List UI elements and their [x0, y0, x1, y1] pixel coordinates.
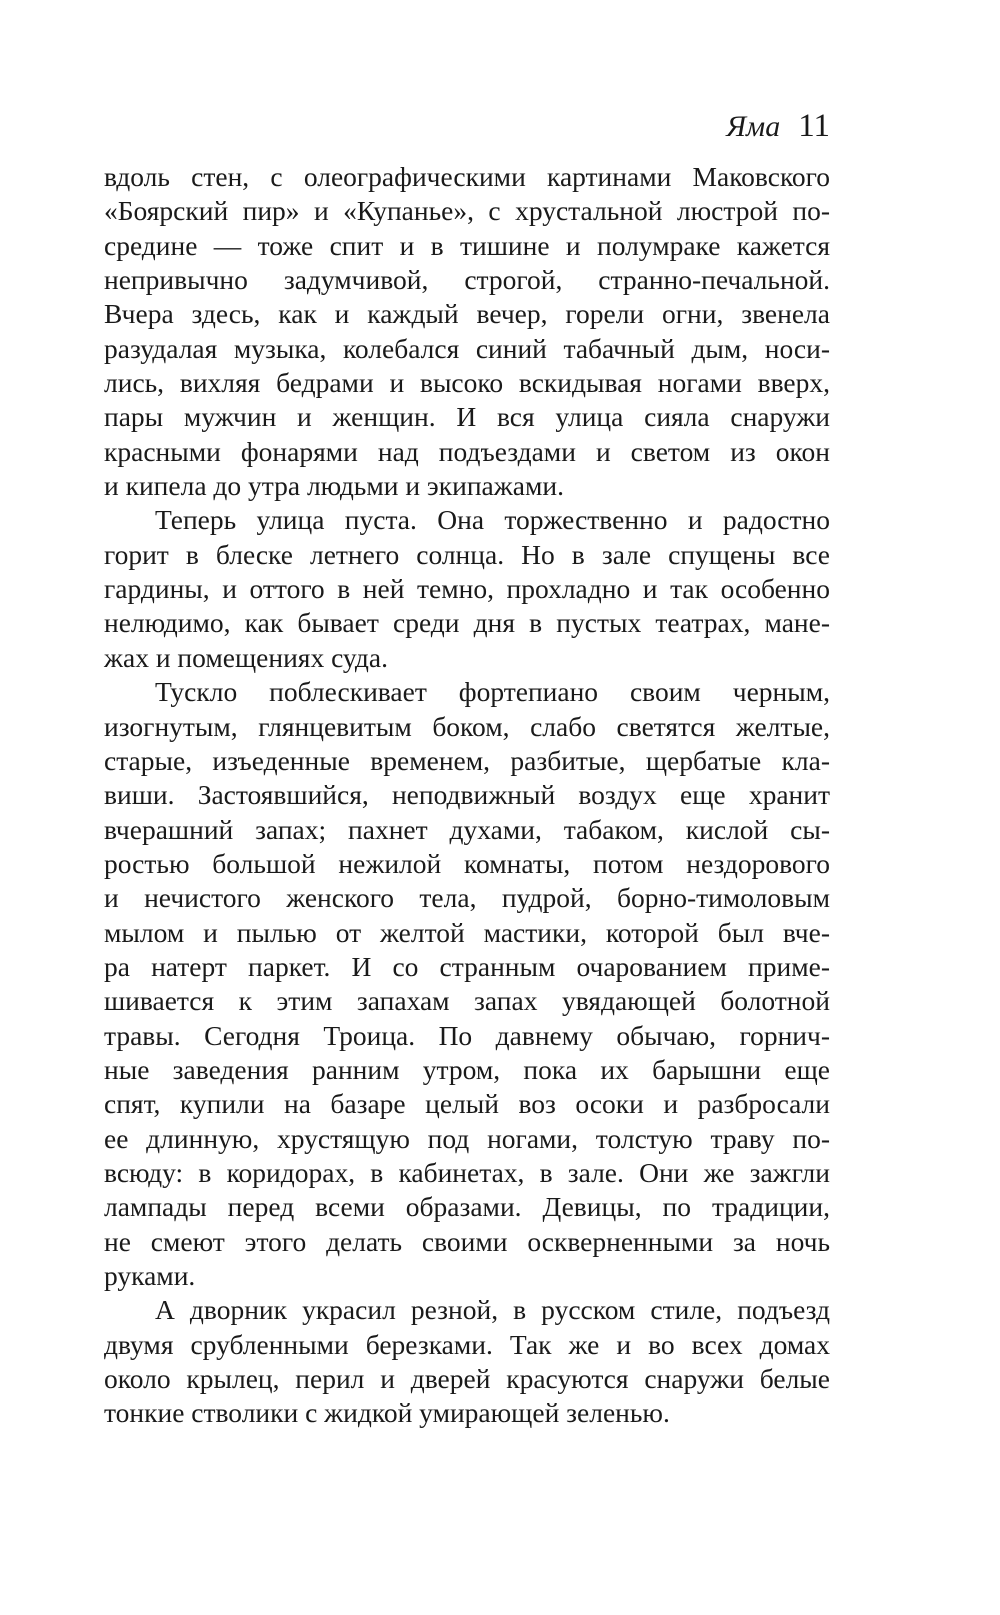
running-title: Яма — [726, 110, 781, 143]
text-line: изогнутым, глянцевитым боком, слабо светятся желтые, — [104, 710, 830, 742]
text-line: пары мужчин и женщин. И вся улица сияла снаружи — [104, 401, 830, 433]
running-header — [726, 108, 830, 145]
text-line: около крылец, перил и дверей красуются снаружи белые — [104, 1363, 830, 1395]
page-number: 11 — [798, 108, 830, 144]
text-line: шивается к этим запахам запах увядающей болотной — [104, 985, 830, 1017]
paragraph — [104, 160, 830, 503]
text-line: «Боярский пир» и «Купанье», с хрустальной люстрой по- — [104, 195, 830, 227]
text-line: Тускло поблескивает фортепиано своим черным, — [155, 676, 830, 708]
text-line: тонкие стволики с жидкой умирающей зеленью. — [104, 1397, 670, 1429]
text-line: вдоль стен, с олеографическими картинами Маковского — [104, 161, 830, 192]
paragraph — [104, 675, 830, 1293]
text-line: красными фонарями над подъездами и светом из окон — [104, 435, 830, 467]
text-line: мылом и пылью от желтой мастики, которой был вче- — [104, 916, 830, 948]
text-line: виши. Застоявшийся, неподвижный воздух еще хранит — [104, 779, 830, 811]
text-line: не смеют этого делать своими оскверненными за ночь — [104, 1225, 830, 1257]
text-line: вчерашний запах; пахнет духами, табаком, кислой сы- — [104, 813, 830, 845]
paragraph — [104, 1293, 830, 1430]
text-line: ные заведения ранним утром, пока их барышни еще — [104, 1053, 830, 1085]
text-line: средине — тоже спит и в тишине и полумраке кажется — [104, 229, 830, 261]
text-line: А дворник украсил резной, в русском стиле, подъезд — [155, 1294, 830, 1326]
text-line: нелюдимо, как бывает среди дня в пустых театрах, мане- — [104, 607, 830, 639]
text-line: лись, вихляя бедрами и высоко вскидывая ногами вверх, — [104, 367, 830, 399]
text-line: горит в блеске летнего солнца. Но в зале спущены все — [104, 538, 830, 570]
paragraph — [104, 503, 830, 675]
text-line: гардины, и оттого в ней темно, прохладно и так особенно — [104, 573, 830, 605]
text-line: руками. — [104, 1260, 196, 1291]
text-line: жах и помещениях суда. — [104, 641, 388, 673]
text-line: ра натерт паркет. И со странным очарованием приме- — [104, 950, 830, 982]
text-line: непривычно задумчивой, строгой, странно-печальной. — [104, 264, 830, 296]
text-line: лампады перед всеми образами. Девицы, по традиции, — [104, 1191, 830, 1223]
text-line: и нечистого женского тела, пудрой, борно-тимоловым — [104, 882, 830, 914]
text-line: и кипела до утра людьми и экипажами. — [104, 470, 564, 502]
body-text — [104, 160, 830, 1431]
text-line: ростью большой нежилой комнаты, потом нездорового — [104, 847, 830, 879]
text-line: разудалая музыка, колебался синий табачный дым, носи- — [104, 332, 830, 364]
text-line: старые, изъеденные временем, разбитые, щербатые кла- — [104, 744, 830, 776]
text-line: всюду: в коридорах, в кабинетах, в зале. Они же зажгли — [104, 1156, 830, 1188]
text-line: травы. Сегодня Троица. По давнему обычаю, горнич- — [104, 1019, 830, 1051]
text-line: ее длинную, хрустящую под ногами, толстую траву по- — [104, 1122, 830, 1154]
text-line: Вчера здесь, как и каждый вечер, горели огни, звенела — [104, 298, 830, 330]
text-line: двумя срубленными березками. Так же и во всех домах — [104, 1328, 830, 1360]
text-line: спят, купили на базаре целый воз осоки и разбросали — [104, 1088, 830, 1120]
text-line: Теперь улица пуста. Она торжественно и радостно — [155, 504, 830, 536]
